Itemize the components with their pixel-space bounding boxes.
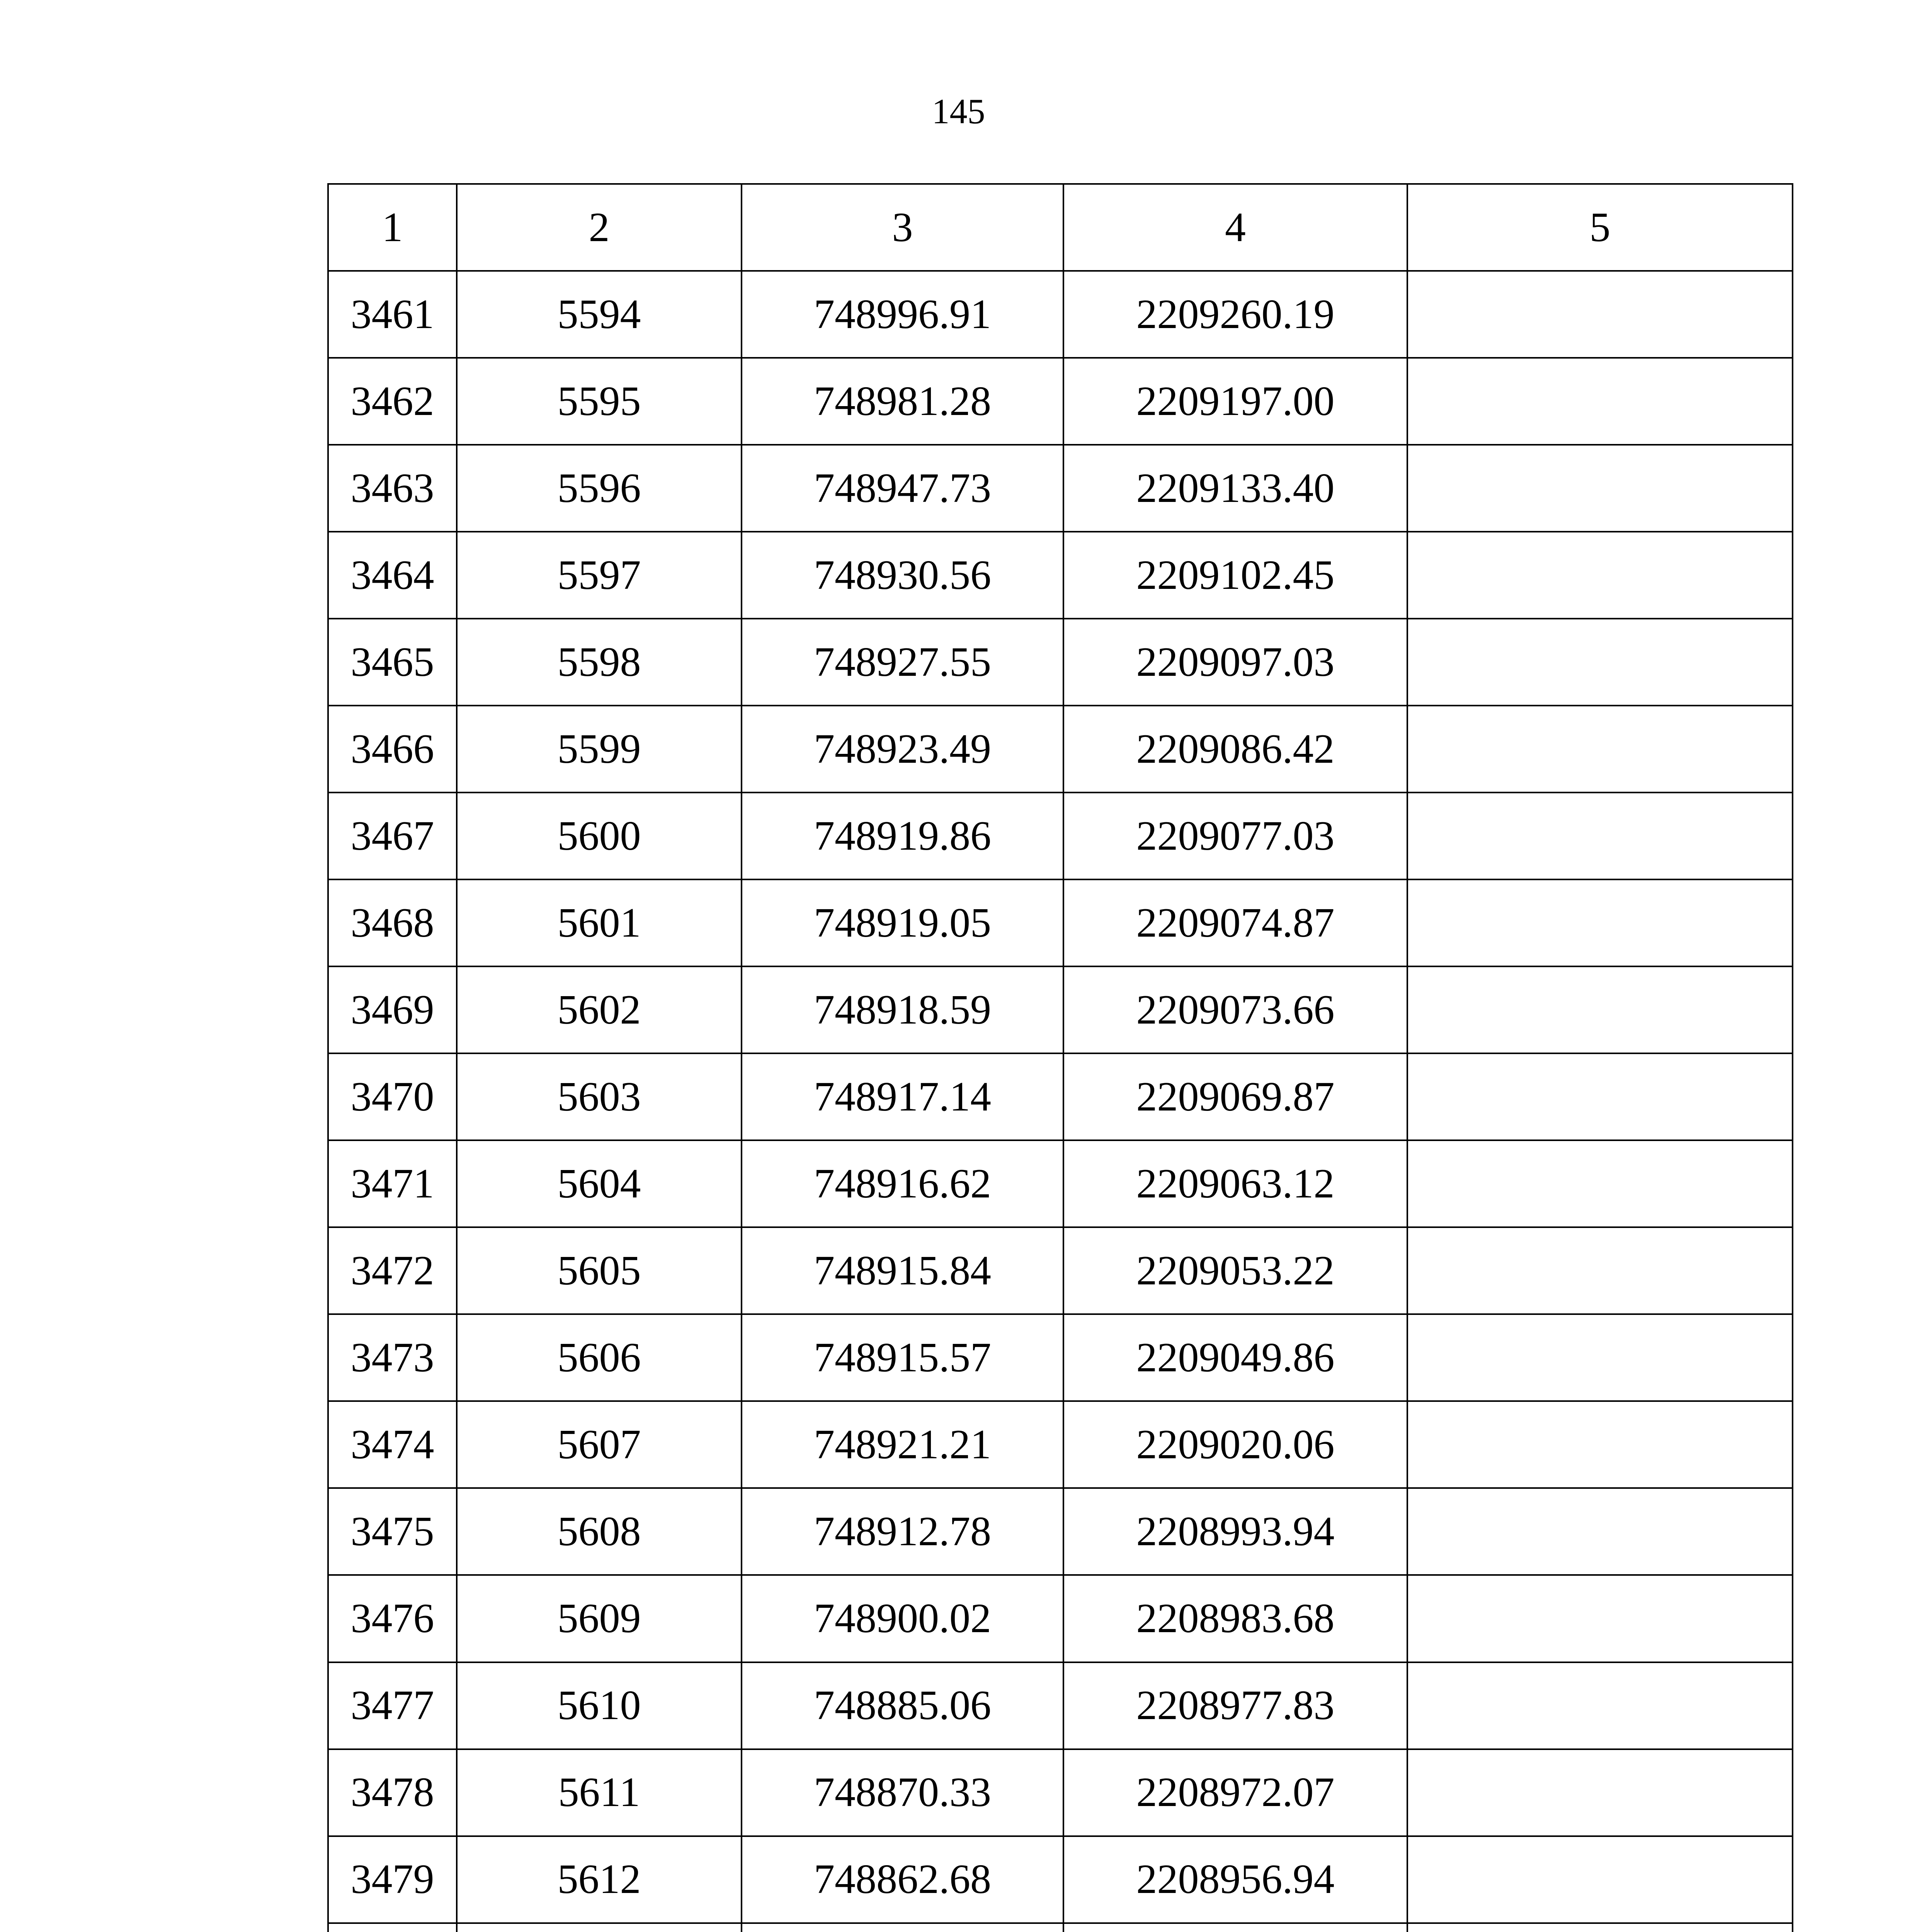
table-cell-col-5 <box>1407 1053 1793 1140</box>
table-cell-col-3: 748885.06 <box>742 1662 1063 1749</box>
table-cell-col-3: 748919.05 <box>742 879 1063 966</box>
table-row <box>328 706 1793 793</box>
table-cell-col-2 <box>457 1923 742 1932</box>
table-cell-col-1: 3463 <box>328 445 457 532</box>
table-cell-col-2: 5606 <box>457 1314 742 1401</box>
table-cell-col-2: 5603 <box>457 1053 742 1140</box>
table-cell-col-3: 748921.21 <box>742 1401 1063 1488</box>
table-cell-col-5 <box>1407 1227 1793 1314</box>
table-cell-col-2: 5602 <box>457 966 742 1053</box>
table-cell-col-5 <box>1407 1836 1793 1923</box>
table-cell-col-4: 2209260.19 <box>1063 271 1407 358</box>
table-cell-col-4: 2209069.87 <box>1063 1053 1407 1140</box>
table-cell-col-1: 3472 <box>328 1227 457 1314</box>
table-row <box>328 1314 1793 1401</box>
table-cell-col-3: 748916.62 <box>742 1140 1063 1227</box>
table-cell-col-3: 748870.33 <box>742 1749 1063 1836</box>
table-cell-col-2: 5598 <box>457 619 742 706</box>
table-cell-col-4: 2208972.07 <box>1063 1749 1407 1836</box>
table-cell-col-3: 748915.57 <box>742 1314 1063 1401</box>
table-cell-col-4: 2209063.12 <box>1063 1140 1407 1227</box>
table-cell-col-4: 2209097.03 <box>1063 619 1407 706</box>
table-cell-col-2: 5601 <box>457 879 742 966</box>
table-row <box>328 1749 1793 1836</box>
table-cell-col-5 <box>1407 966 1793 1053</box>
table-cell-col-4: 2208977.83 <box>1063 1662 1407 1749</box>
column-header-3: 3 <box>742 184 1063 271</box>
table-row <box>328 1401 1793 1488</box>
table-row <box>328 532 1793 619</box>
table-cell-col-5 <box>1407 1401 1793 1488</box>
column-header-5: 5 <box>1407 184 1793 271</box>
table-row <box>328 1662 1793 1749</box>
column-header-2: 2 <box>457 184 742 271</box>
table-header-row <box>328 184 1793 271</box>
table-cell-col-3: 748927.55 <box>742 619 1063 706</box>
table-cell-col-1: 3471 <box>328 1140 457 1227</box>
table-cell-col-4: 2209049.86 <box>1063 1314 1407 1401</box>
table-cell-col-2: 5600 <box>457 793 742 879</box>
table-row <box>328 793 1793 879</box>
table-cell-col-2: 5599 <box>457 706 742 793</box>
table-cell-col-3: 748862.68 <box>742 1836 1063 1923</box>
table-cell-col-4: 2209102.45 <box>1063 532 1407 619</box>
table-cell-col-4: 2209077.03 <box>1063 793 1407 879</box>
table-cell-col-4: 2209197.00 <box>1063 358 1407 445</box>
page-number: 145 <box>932 92 985 131</box>
table-row <box>328 1053 1793 1140</box>
table-cell-col-3: 748923.49 <box>742 706 1063 793</box>
table-cell-col-3: 748917.14 <box>742 1053 1063 1140</box>
table-cell-col-2: 5609 <box>457 1575 742 1662</box>
table-cell-col-4: 2209074.87 <box>1063 879 1407 966</box>
table-cell-col-3: 748900.02 <box>742 1575 1063 1662</box>
table-cell-col-3: 748981.28 <box>742 358 1063 445</box>
table-cell-col-2: 5597 <box>457 532 742 619</box>
table-cell-col-5 <box>1407 1140 1793 1227</box>
table-cell-col-5 <box>1407 1488 1793 1575</box>
table-row <box>328 1488 1793 1575</box>
table-cell-col-2: 5594 <box>457 271 742 358</box>
table-cell-col-5 <box>1407 445 1793 532</box>
table-cell-col-1: 3464 <box>328 532 457 619</box>
table-cell-col-4 <box>1063 1923 1407 1932</box>
table-cell-col-5 <box>1407 532 1793 619</box>
table-cell-col-4: 2208956.94 <box>1063 1836 1407 1923</box>
column-header-1: 1 <box>328 184 457 271</box>
table-cell-col-4: 2209086.42 <box>1063 706 1407 793</box>
table-cell-col-2: 5605 <box>457 1227 742 1314</box>
table-cell-col-5 <box>1407 879 1793 966</box>
table-cell-col-2: 5611 <box>457 1749 742 1836</box>
table-cell-col-1: 3478 <box>328 1749 457 1836</box>
table-cell-col-2: 5612 <box>457 1836 742 1923</box>
table-cell-col-2: 5595 <box>457 358 742 445</box>
table-cell-col-2: 5610 <box>457 1662 742 1749</box>
table-cell-col-1: 3473 <box>328 1314 457 1401</box>
table-cell-col-5 <box>1407 706 1793 793</box>
table-cell-col-1: 3476 <box>328 1575 457 1662</box>
table-cell-col-3: 748947.73 <box>742 445 1063 532</box>
table-cell-col-1: 3479 <box>328 1836 457 1923</box>
table-cell-col-1: 3477 <box>328 1662 457 1749</box>
table-cell-col-1 <box>328 1923 457 1932</box>
table-cell-col-5 <box>1407 1662 1793 1749</box>
table-cell-col-4: 2209020.06 <box>1063 1401 1407 1488</box>
table-cell-col-5 <box>1407 1314 1793 1401</box>
coordinates-table <box>327 183 1793 1932</box>
table-cell-col-5 <box>1407 1575 1793 1662</box>
table-cell-col-5 <box>1407 358 1793 445</box>
table-cell-col-3: 748912.78 <box>742 1488 1063 1575</box>
table-row <box>328 619 1793 706</box>
table-cell-col-3: 748918.59 <box>742 966 1063 1053</box>
table-cell-col-3: 748919.86 <box>742 793 1063 879</box>
table-row <box>328 1227 1793 1314</box>
table-cell-col-1: 3462 <box>328 358 457 445</box>
table-cell-col-2: 5607 <box>457 1401 742 1488</box>
table-cell-col-1: 3466 <box>328 706 457 793</box>
table-cell-col-4: 2209073.66 <box>1063 966 1407 1053</box>
table-row <box>328 1836 1793 1923</box>
table-cell-col-3: 748996.91 <box>742 271 1063 358</box>
table-cell-col-2: 5596 <box>457 445 742 532</box>
table-cell-col-4: 2209053.22 <box>1063 1227 1407 1314</box>
table-cell-col-4: 2208993.94 <box>1063 1488 1407 1575</box>
table-cell-col-5 <box>1407 271 1793 358</box>
table-row <box>328 1923 1793 1932</box>
table-row <box>328 879 1793 966</box>
table-cell-col-5 <box>1407 619 1793 706</box>
table-cell-col-5 <box>1407 793 1793 879</box>
table-cell-col-4: 2209133.40 <box>1063 445 1407 532</box>
table-cell-col-1: 3465 <box>328 619 457 706</box>
table-row <box>328 445 1793 532</box>
table-row <box>328 1140 1793 1227</box>
table-cell-col-1: 3470 <box>328 1053 457 1140</box>
table-cell-col-5 <box>1407 1749 1793 1836</box>
table-cell-col-5 <box>1407 1923 1793 1932</box>
table-cell-col-3 <box>742 1923 1063 1932</box>
table-cell-col-1: 3467 <box>328 793 457 879</box>
table-cell-col-2: 5604 <box>457 1140 742 1227</box>
table-body <box>328 271 1793 1932</box>
table-cell-col-4: 2208983.68 <box>1063 1575 1407 1662</box>
table-cell-col-3: 748930.56 <box>742 532 1063 619</box>
table-cell-col-1: 3461 <box>328 271 457 358</box>
table-row <box>328 1575 1793 1662</box>
table-cell-col-1: 3475 <box>328 1488 457 1575</box>
table-cell-col-1: 3474 <box>328 1401 457 1488</box>
table-row <box>328 358 1793 445</box>
table-cell-col-1: 3468 <box>328 879 457 966</box>
table-cell-col-1: 3469 <box>328 966 457 1053</box>
column-header-4: 4 <box>1063 184 1407 271</box>
table-cell-col-3: 748915.84 <box>742 1227 1063 1314</box>
table-cell-col-2: 5608 <box>457 1488 742 1575</box>
table-row <box>328 271 1793 358</box>
table-row <box>328 966 1793 1053</box>
